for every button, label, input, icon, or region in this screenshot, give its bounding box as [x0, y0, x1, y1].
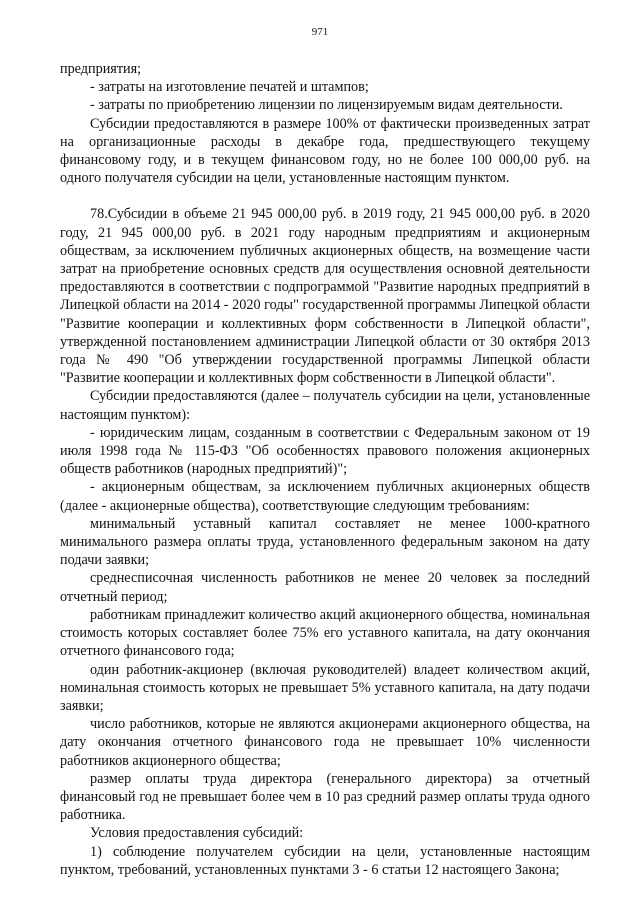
- paragraph: работникам принадлежит количество акций акционерного общества, номинальная стоимость которых составляет более 75% его уставного капитала, на дату окончания отчетного финансового года;: [60, 606, 590, 660]
- paragraph: Субсидии предоставляются (далее – получатель субсидии на цели, установленные настоящим пунктом):: [60, 388, 590, 423]
- paragraph: размер оплаты труда директора (генерального директора) за отчетный финансовый год не превышает более чем в 10 раз средний размер оплаты труда одного работника.: [60, 770, 590, 824]
- paragraph: Субсидии предоставляются в размере 100% от фактически произведенных затрат на организационные расходы в декабре года, предшествующего текущему финансовому году, и в текущем финансовом году, но не более 100 000,00 руб. на одного получателя субсидии на цели, установленные настоящим пунктом.: [60, 115, 590, 187]
- paragraph: один работник-акционер (включая руководителей) владеет количеством акций, номинальная стоимость которых не превышает 5% уставного капитала, на дату подачи заявки;: [60, 661, 590, 714]
- paragraph: 1) соблюдение получателем субсидии на цели, установленные настоящим пунктом, требований, установленных пунктами 3 - 6 статьи 12 настоящего Закона;: [60, 843, 590, 878]
- paragraph: предприятия;: [60, 61, 142, 77]
- paragraph: минимальный уставный капитал составляет не менее 1000-кратного минимального размера оплаты труда, установленного федеральным законом на дату подачи заявки;: [60, 515, 590, 569]
- paragraph: - акционерным обществам, за исключением публичных акционерных обществ (далее - акционерные общества), соответствующие следующим требованиям:: [60, 479, 590, 514]
- document-body: [60, 60, 590, 879]
- paragraph: среднесписочная численность работников не менее 20 человек за последний отчетный период;: [60, 570, 590, 605]
- paragraph: 78.Субсидии в объеме 21 945 000,00 руб. в 2019 году, 21 945 000,00 руб. в 2020 году, 21 945 000,00 руб. в 2021 году народным предприятиям и акционерным обществам, за исключением публичных акционерных обществ, на возмещение части затрат на приобретение основных средств для осуществления основной деятельности предоставляются в соответствии с подпрограммой "Развитие народных предприятий в Липецкой области на 2014 - 2020 годы" государственной программы Липецкой области "Развитие кооперации и коллективных форм собственности в Липецкой области", утвержденной постановлением администрации Липецкой области от 30 октября 2013 года № 490 "Об утверждении государственной программы Липецкой области "Развитие кооперации и коллективных форм собственности в Липецкой области".: [60, 206, 590, 387]
- paragraph: - затраты по приобретению лицензии по лицензируемым видам деятельности.: [90, 97, 563, 114]
- paragraph: число работников, которые не являются акционерами акционерного общества, на дату окончания отчетного финансового года не превышает 10% численности работников акционерного общества;: [60, 716, 590, 769]
- paragraph: Условия предоставления субсидий:: [90, 825, 304, 842]
- paragraph: - юридическим лицам, созданным в соответствии с Федеральным законом от 19 июля 1998 года № 115-ФЗ "Об особенностях правового положения акционерных обществ работников (народных предприятий)";: [60, 424, 590, 478]
- paragraph: - затраты на изготовление печатей и штампов;: [90, 79, 369, 96]
- page-number: 971: [311, 26, 329, 38]
